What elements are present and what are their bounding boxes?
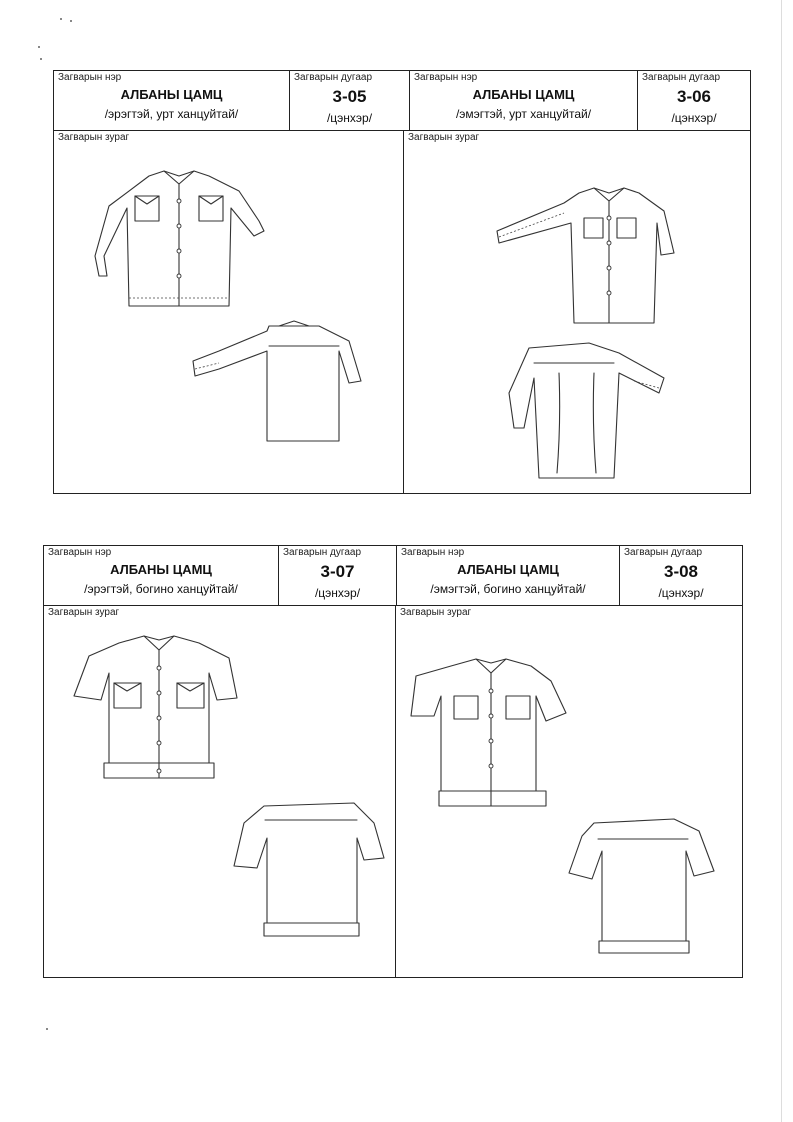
scan-speck [46,1028,48,1030]
model-number-cell [620,546,742,606]
long-sleeve-shirt-front-icon [89,166,269,316]
model-name-label: Загварын нэр [48,547,112,558]
scan-edge [781,0,782,1122]
model-number-label: Загварын дугаар [624,547,703,558]
model-name-label: Загварын нэр [414,72,478,83]
model-subtitle: /эрэгтэй, богино ханцуйтай/ [84,582,238,596]
long-sleeve-shirt-back-icon [469,333,669,483]
model-number-label: Загварын дугаар [294,72,373,83]
model-color: /цэнхэр/ [326,111,373,125]
model-name-cell [397,546,620,606]
model-number: 3-08 [663,562,699,581]
model-subtitle: /эрэгтэй, урт ханцуйтай/ [104,107,239,121]
scan-speck [40,58,42,60]
model-title: АЛБАНЫ ЦАМЦ [457,562,559,577]
scan-speck [60,18,62,20]
model-number-label: Загварын дугаар [283,547,362,558]
bottom-sheet [43,545,743,978]
model-number: 3-06 [676,87,712,106]
long-sleeve-shirt-back-icon [189,321,379,451]
model-image-label: Загварын зураг [400,607,472,618]
model-name-cell [44,546,279,606]
model-name-label: Загварын нэр [401,547,465,558]
short-sleeve-shirt-back-icon [229,798,389,943]
model-image-label: Загварын зураг [48,607,120,618]
model-number-cell [279,546,397,606]
model-number-cell [638,71,750,131]
model-number: 3-07 [320,562,355,581]
model-color: /цэнхэр/ [314,586,361,600]
model-subtitle: /эмэгтэй, урт ханцуйтай/ [455,107,592,121]
long-sleeve-shirt-front-icon [489,183,689,333]
short-sleeve-shirt-front-icon [406,651,571,811]
model-number-label: Загварын дугаар [642,72,721,83]
model-color: /цэнхэр/ [671,111,717,125]
short-sleeve-shirt-front-icon [69,628,244,788]
model-image-label: Загварын зураг [408,132,480,143]
model-color: /цэнхэр/ [658,586,704,600]
model-number: 3-05 [332,87,367,106]
model-title: АЛБАНЫ ЦАМЦ [110,562,212,577]
model-title: АЛБАНЫ ЦАМЦ [120,87,223,102]
scan-speck [38,46,40,48]
top-sheet [53,70,751,494]
model-number-cell [290,71,410,131]
scan-speck [70,20,72,22]
short-sleeve-shirt-back-icon [564,811,724,956]
model-name-cell [410,71,638,131]
model-subtitle: /эмэгтэй, богино ханцуйтай/ [430,582,586,596]
model-image-label: Загварын зураг [58,132,130,143]
model-title: АЛБАНЫ ЦАМЦ [472,87,575,102]
model-name-label: Загварын нэр [58,72,122,83]
model-name-cell [54,71,290,131]
